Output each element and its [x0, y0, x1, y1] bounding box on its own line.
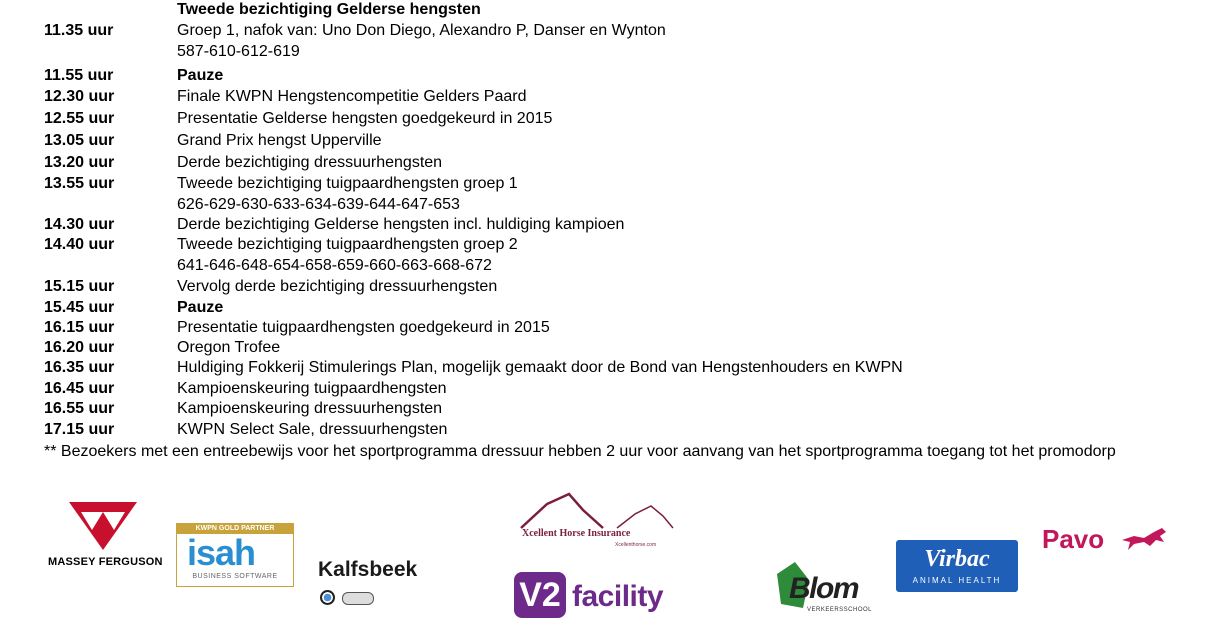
schedule-numbers: 626-629-630-633-634-639-644-647-653 — [177, 196, 460, 213]
footnote: ** Bezoekers met een entreebewijs voor het sportprogramma dressuur hebben 2 uur voor aanvang van het sportprogramma toegang tot het promodorp — [44, 443, 1116, 460]
schedule-description: Vervolg derde bezichtiging dressuurhengsten — [177, 278, 498, 295]
schedule-time: 13.55 uur — [44, 175, 115, 192]
isah-band: KWPN GOLD PARTNER — [177, 524, 293, 534]
blom-logo — [773, 560, 877, 618]
virbac-logo — [896, 540, 1018, 592]
v2-name: facility — [572, 580, 664, 613]
schedule-time: 14.40 uur — [44, 236, 115, 253]
schedule-time: 11.55 uur — [44, 67, 114, 84]
schedule-time: 16.45 uur — [44, 380, 115, 397]
blom-name: Blom — [789, 572, 858, 605]
isah-logo — [176, 523, 294, 587]
schedule-description: Grand Prix hengst Upperville — [177, 132, 382, 149]
v2-facility-logo — [514, 572, 674, 620]
schedule-description: KWPN Select Sale, dressuurhengsten — [177, 421, 448, 438]
schedule-description: Tweede bezichtiging tuigpaardhengsten groep 2 — [177, 236, 518, 253]
isah-name: isah — [187, 532, 256, 573]
schedule-time: 11.35 uur — [44, 22, 114, 39]
schedule-description: Tweede bezichtiging tuigpaardhengsten groep 1 — [177, 175, 518, 192]
schedule-description: Pauze — [177, 67, 224, 84]
schedule-description: Huldiging Fokkerij Stimulerings Plan, mogelijk gemaakt door de Bond van Hengstenhouders en KWPN — [177, 359, 903, 376]
schedule-numbers: 641-646-648-654-658-659-660-663-668-672 — [177, 257, 492, 274]
schedule-time: 12.30 uur — [44, 88, 115, 105]
schedule-time: 13.05 uur — [44, 132, 115, 149]
blom-sub: VERKEERSSCHOOL — [807, 607, 873, 613]
massey-ferguson-name: MASSEY FERGUSON — [48, 556, 163, 568]
schedule-description: Pauze — [177, 299, 224, 316]
horse-head-icon — [517, 490, 677, 530]
schedule-description: Derde bezichtiging dressuurhengsten — [177, 154, 443, 171]
pavo-logo — [1042, 522, 1172, 558]
schedule-heading: Tweede bezichtiging Gelderse hengsten — [177, 1, 481, 18]
schedule-description: Derde bezichtiging Gelderse hengsten incl. huldiging kampioen — [177, 216, 625, 233]
schedule-description: Presentatie tuigpaardhengsten goedgekeurd in 2015 — [177, 319, 550, 336]
isah-sub: BUSINESS SOFTWARE — [192, 573, 278, 580]
bmw-icon — [320, 590, 335, 605]
massey-ferguson-triangle-icon — [67, 500, 139, 552]
schedule-time: 12.55 uur — [44, 110, 115, 127]
virbac-sub: ANIMAL HEALTH — [912, 576, 1002, 585]
xcellent-horse-insurance-logo — [517, 490, 677, 552]
schedule-time: 15.15 uur — [44, 278, 115, 295]
schedule-numbers: 587-610-612-619 — [177, 43, 300, 60]
kalfsbeek-logo — [318, 558, 438, 608]
kalfsbeek-name: Kalfsbeek — [318, 558, 418, 581]
virbac-name: Virbac — [924, 546, 990, 572]
horse-silhouette-icon — [1120, 526, 1170, 552]
schedule-description: Finale KWPN Hengstencompetitie Gelders Paard — [177, 88, 527, 105]
schedule-time: 13.20 uur — [44, 154, 115, 171]
schedule-time: 16.15 uur — [44, 319, 115, 336]
schedule-time: 15.45 uur — [44, 299, 115, 316]
schedule-time: 14.30 uur — [44, 216, 115, 233]
schedule-time: 16.20 uur — [44, 339, 115, 356]
schedule-description: Oregon Trofee — [177, 339, 281, 356]
massey-ferguson-logo — [44, 500, 164, 572]
schedule-description: Groep 1, nafok van: Uno Don Diego, Alexandro P, Danser en Wynton — [177, 22, 666, 39]
schedule-description: Presentatie Gelderse hengsten goedgekeurd in 2015 — [177, 110, 553, 127]
xcellent-site: Xcellenthorse.com — [615, 542, 657, 548]
schedule-time: 16.55 uur — [44, 400, 115, 417]
mini-icon — [342, 592, 374, 605]
schedule-time: 17.15 uur — [44, 421, 115, 438]
xcellent-name: Xcellent Horse Insurance — [522, 528, 631, 539]
schedule-time: 16.35 uur — [44, 359, 115, 376]
schedule-description: Kampioenskeuring dressuurhengsten — [177, 400, 443, 417]
schedule-description: Kampioenskeuring tuigpaardhengsten — [177, 380, 447, 397]
v2-mark: V2 — [514, 572, 566, 618]
pavo-name: Pavo — [1042, 524, 1105, 554]
